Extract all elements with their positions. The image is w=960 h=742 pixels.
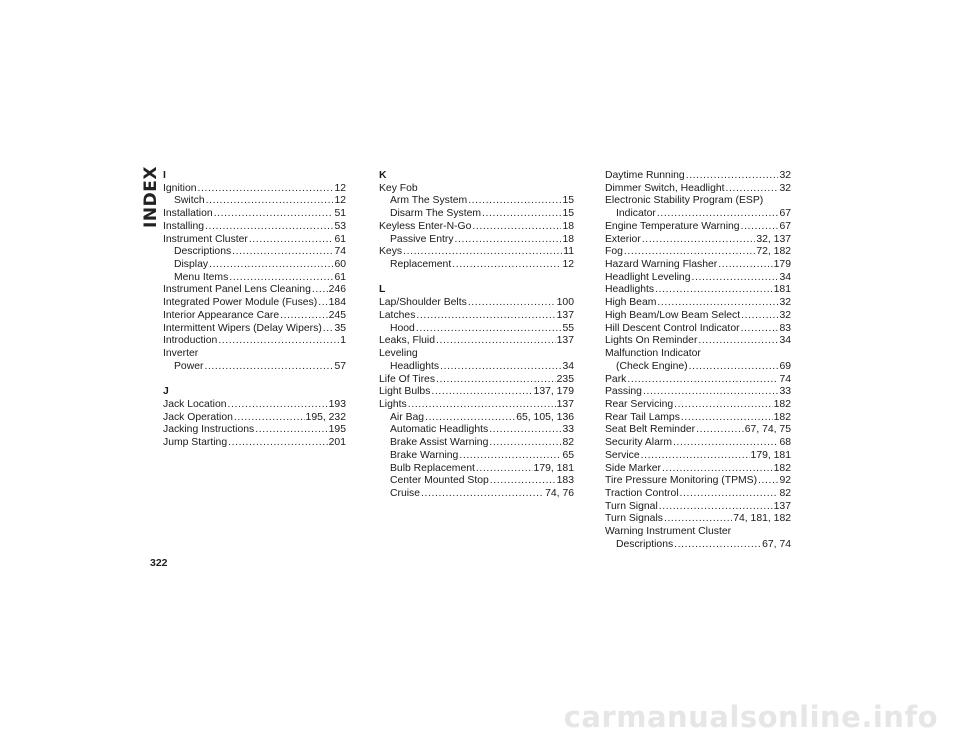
index-page-ref: 195, 232 [305,411,346,423]
dot-leader [673,437,778,450]
index-page-ref: 100 [556,297,574,309]
index-entry-text: Replacement [390,259,452,271]
dot-leader [696,424,744,437]
index-entry-text: Brake Assist Warning [390,437,489,449]
dot-leader [627,374,778,387]
index-page-ref: 60 [334,259,346,271]
index-page-ref: 181 [773,284,791,296]
index-entry [605,246,791,259]
index-page-ref: 195 [328,424,346,436]
index-entry-text: Ignition [163,182,197,194]
index-entry-text: Inverter [163,348,199,360]
index-entry-text: (Check Engine) [616,360,688,372]
index-entry [379,246,574,259]
dot-leader [741,310,778,323]
index-group-label [605,195,791,208]
index-page-ref: 12 [562,259,574,271]
dot-leader [657,208,779,221]
index-entry [605,399,791,412]
index-entry-text: Side Marker [605,462,662,474]
index-entry-text: Park [605,373,627,385]
index-page-ref: 11 [563,246,574,258]
index-entry [605,297,791,310]
index-entry-text: Dimmer Switch, Headlight [605,182,725,194]
dot-leader [206,195,334,208]
index-page-ref: 65 [562,449,574,461]
index-page-ref: 246 [328,284,346,296]
index-entry [163,412,346,425]
dot-leader [642,234,756,247]
index-entry [605,272,791,285]
dot-leader [726,183,779,196]
index-entry-text: Keyless Enter-N-Go [379,220,472,232]
index-page-ref: 32 [779,170,791,181]
index-letter-heading: K [379,170,387,181]
index-entry [605,183,791,196]
index-page-ref: 32 [779,309,791,321]
index-entry [163,221,346,234]
index-subentry [379,450,574,463]
index-entry-text: Menu Items [174,271,229,283]
dot-leader [234,412,305,425]
index-page-ref: 184 [328,297,346,309]
index-page-ref: 68 [779,437,791,449]
index-entry [163,424,346,437]
index-group-label [163,348,346,361]
index-page-ref: 65, 105, 136 [516,411,574,423]
index-page-ref: 137 [556,309,574,321]
index-entry-text: Light Bulbs [379,386,431,398]
index-entry [605,386,791,399]
index-group-label [379,348,574,361]
index-entry-text: Hazard Warning Flasher [605,259,718,271]
index-page-ref: 35 [334,322,346,334]
index-entry [163,284,346,297]
dot-leader [416,310,555,323]
index-entry [379,221,574,234]
index-subentry [379,463,574,476]
dot-leader [416,323,562,336]
index-page-ref: 57 [334,360,346,372]
index-page-ref: 34 [779,271,791,283]
index-entry [163,323,346,336]
index-entry-text: Intermittent Wipers (Delay Wipers) [163,322,322,334]
index-entry-text: Passive Entry [390,233,454,245]
index-entry [605,437,791,450]
dot-leader [674,399,773,412]
index-subentry [379,195,574,208]
index-page-ref: 179, 181 [533,462,574,474]
index-entry [605,450,791,463]
index-page-ref: 137 [773,500,791,512]
index-entry [163,297,346,310]
index-side-label-text: INDEX [141,166,162,228]
index-page-ref: 32, 137 [756,233,791,245]
index-entry [379,386,574,399]
index-entry [605,412,791,425]
index-entry [163,208,346,221]
dot-leader [323,323,334,336]
dot-leader [280,310,328,323]
index-subentry [379,475,574,488]
index-column-3 [605,170,791,552]
index-entry-text: Rear Tail Lamps [605,411,680,423]
index-page-ref: 82 [562,437,574,449]
index-entry-text: Exterior [605,233,641,245]
index-page-ref: 72, 182 [756,246,791,258]
index-page-ref: 34 [779,335,791,347]
index-page-ref: 74, 181, 182 [733,513,791,525]
index-subentry [379,323,574,336]
index-page-ref: 18 [562,220,574,232]
dot-leader [209,259,333,272]
index-page-ref: 33 [562,424,574,436]
index-page-ref: 53 [334,220,346,232]
index-entry-text: Cruise [390,487,421,499]
index-group-label [379,183,574,196]
dot-leader [681,412,773,425]
index-entry-text: Electronic Stability Program (ESP) [605,195,764,207]
dot-leader [425,412,515,425]
index-entry [379,399,574,412]
index-page-ref: 74 [334,246,346,258]
index-subentry [605,361,791,374]
index-entry-text: Arm The System [390,195,468,207]
dot-leader [489,437,561,450]
index-subentry [163,259,346,272]
index-entry-text: Turn Signals [605,513,663,525]
dot-leader [657,297,778,310]
index-entry-text: Headlights [390,360,440,372]
index-entry-text: Leveling [379,348,418,360]
dot-leader [643,386,778,399]
index-subentry [163,246,346,259]
index-entry [163,310,346,323]
dot-leader [403,246,562,259]
index-group-label [605,526,791,539]
index-subentry [379,234,574,247]
index-entry [379,374,574,387]
index-entry-text: Bulb Replacement [390,462,475,474]
index-entry-text: Jack Operation [163,411,233,423]
dot-leader [228,399,328,412]
dot-leader [659,501,773,514]
dot-leader [655,284,773,297]
index-entry-text: High Beam [605,297,657,309]
index-entry-text: Automatic Headlights [390,424,489,436]
index-page-ref: 32 [779,182,791,194]
index-subentry [379,208,574,221]
dot-leader [408,399,556,412]
index-subentry [379,259,574,272]
dot-leader [741,323,779,336]
index-page-ref: 182 [773,398,791,410]
index-letter-heading: L [379,284,386,296]
index-entry-text: Introduction [163,335,218,347]
index-entry [605,501,791,514]
watermark-logo: carmanualsonline.info [563,700,938,734]
index-entry-text: Interior Appearance Care [163,309,280,321]
index-page-ref: 137, 179 [533,386,574,398]
index-entry-text: Air Bag [390,411,425,423]
dot-leader [689,361,779,374]
dot-leader [452,259,561,272]
dot-leader [624,246,755,259]
index-entry-text: Descriptions [174,246,232,258]
index-entry [163,335,346,348]
dot-leader [698,335,778,348]
dot-leader [468,297,556,310]
index-page-ref: 67, 74, 75 [744,424,791,436]
index-page-ref: 137 [556,335,574,347]
dot-leader [204,361,333,374]
index-entry [605,424,791,437]
index-entry-text: Latches [379,309,416,321]
index-entry-text: Fog [605,246,623,258]
index-entry [605,488,791,501]
index-entry [605,475,791,488]
index-entry-text: Jacking Instructions [163,424,255,436]
index-entry [605,259,791,272]
dot-leader [249,234,334,247]
index-entry-text: Disarm The System [390,208,482,220]
index-entry-text: Hood [390,322,415,334]
index-subentry [379,488,574,501]
dot-leader [758,475,778,488]
index-page-ref: 83 [779,322,791,334]
index-page-ref: 1 [340,335,346,347]
index-page-ref: 32 [779,297,791,309]
dot-leader [255,424,327,437]
index-entry-text: High Beam/Low Beam Select [605,309,741,321]
index-page-ref: 183 [556,475,574,487]
index-page-ref: 182 [773,462,791,474]
dot-leader [214,208,334,221]
index-entry [379,297,574,310]
index-subentry [379,424,574,437]
index-entry [605,221,791,234]
dot-leader [482,208,561,221]
dot-leader [318,297,327,310]
index-page-ref: 34 [562,360,574,372]
index-subentry [379,361,574,374]
index-entry-text: Turn Signal [605,500,658,512]
index-entry-text: Life Of Tires [379,373,436,385]
index-subentry [605,208,791,221]
index-entry-text: Warning Instrument Cluster [605,526,732,538]
dot-leader [680,488,779,501]
index-entry [605,284,791,297]
dot-leader [459,450,561,463]
index-entry [605,170,791,183]
index-page-ref: 12 [334,195,346,207]
dot-leader [468,195,561,208]
index-entry-text: Hill Descent Control Indicator [605,322,740,334]
dot-leader [198,183,334,196]
dot-leader [718,259,772,272]
index-subentry [163,195,346,208]
index-entry-text: Passing [605,386,642,398]
dot-leader [674,539,761,552]
index-page-ref: 201 [328,437,346,449]
index-entry [605,234,791,247]
index-group-label [605,348,791,361]
index-page-ref: 12 [334,182,346,194]
index-entry-text: Headlight Leveling [605,271,691,283]
index-entry [163,437,346,450]
index-entry-text: Lights On Reminder [605,335,698,347]
index-entry-text: Integrated Power Module (Fuses) [163,297,318,309]
index-entry-text: Lap/Shoulder Belts [379,297,467,309]
index-entry [605,374,791,387]
index-page-ref: 18 [562,233,574,245]
index-letter-heading: I [163,170,166,181]
index-entry-text: Traction Control [605,487,679,499]
index-entry-text: Brake Warning [390,449,459,461]
index-page-ref: 179, 181 [750,449,791,461]
dot-leader [490,475,556,488]
index-letter-heading: J [163,386,169,398]
dot-leader [205,221,333,234]
index-page-ref: 61 [334,271,346,283]
index-entry-text: Instrument Cluster [163,233,248,245]
index-entry [605,335,791,348]
index-entry-text: Power [174,360,204,372]
index-page-ref: 179 [773,259,791,271]
index-page-ref: 51 [334,208,346,220]
index-page-ref: 92 [779,475,791,487]
dot-leader [312,284,328,297]
dot-leader [476,463,533,476]
index-page-ref: 61 [334,233,346,245]
index-entry-text: Engine Temperature Warning [605,220,740,232]
index-entry [605,463,791,476]
index-page-ref: 137 [556,398,574,410]
index-entry [379,310,574,323]
index-column-1 [163,170,346,450]
index-entry-text: Seat Belt Reminder [605,424,696,436]
page-number: 322 [150,557,168,569]
dot-leader [741,221,779,234]
index-entry-text: Daytime Running [605,170,685,181]
index-page-ref: 235 [556,373,574,385]
index-page-ref: 245 [328,309,346,321]
index-column-2 [379,170,574,501]
index-entry-text: Rear Servicing [605,398,674,410]
dot-leader [232,246,333,259]
index-entry-text: Leaks, Fluid [379,335,436,347]
dot-leader [472,221,561,234]
index-entry-text: Key Fob [379,182,418,194]
index-entry-text: Display [174,259,209,271]
index-entry-text: Center Mounted Stop [390,475,489,487]
index-entry-text: Lights [379,398,407,410]
index-page-ref: 82 [779,487,791,499]
index-page-ref: 55 [562,322,574,334]
dot-leader [440,361,561,374]
index-entry-text: Malfunction Indicator [605,348,701,360]
index-side-label [141,166,162,228]
index-entry [605,323,791,336]
dot-leader [455,234,562,247]
dot-leader [686,170,779,183]
index-entry-text: Jack Location [163,398,227,410]
index-subentry [163,272,346,285]
index-entry-text: Descriptions [616,538,674,550]
dot-leader [421,488,544,501]
index-page-ref: 193 [328,398,346,410]
dot-leader [436,374,556,387]
index-entry-text: Installation [163,208,213,220]
index-entry [163,183,346,196]
index-entry-text: Jump Starting [163,437,228,449]
index-entry-text: Headlights [605,284,655,296]
index-entry-text: Tire Pressure Monitoring (TPMS) [605,475,758,487]
index-page-ref: 15 [562,195,574,207]
dot-leader [662,463,773,476]
index-page-ref: 182 [773,411,791,423]
index-entry-text: Security Alarm [605,437,672,449]
dot-leader [431,386,532,399]
dot-leader [664,513,732,526]
index-page-ref: 67, 74 [762,538,791,550]
index-subentry [605,539,791,552]
index-page-ref: 67 [779,220,791,232]
dot-leader [489,424,561,437]
index-subentry [379,412,574,425]
dot-leader [228,437,328,450]
index-spacer [379,272,574,285]
index-subentry [163,361,346,374]
index-page-ref: 15 [562,208,574,220]
dot-leader [229,272,333,285]
dot-leader [641,450,750,463]
index-page-ref: 33 [779,386,791,398]
index-entry-text: Indicator [616,208,656,220]
index-entry [605,513,791,526]
index-page-ref: 74, 76 [545,487,574,499]
index-page-ref: 69 [779,360,791,372]
index-entry-text: Installing [163,220,205,232]
index-entry [163,234,346,247]
index-page-ref: 67 [779,208,791,220]
index-subentry [379,437,574,450]
index-entry [605,310,791,323]
index-page-ref: 74 [779,373,791,385]
index-spacer [163,374,346,387]
index-entry-text: Instrument Panel Lens Cleaning [163,284,311,296]
dot-leader [436,335,556,348]
dot-leader [692,272,779,285]
index-entry-text: Service [605,449,640,461]
index-entry [163,399,346,412]
index-entry-text: Switch [174,195,205,207]
dot-leader [218,335,339,348]
index-entry [379,335,574,348]
index-entry-text: Keys [379,246,403,258]
